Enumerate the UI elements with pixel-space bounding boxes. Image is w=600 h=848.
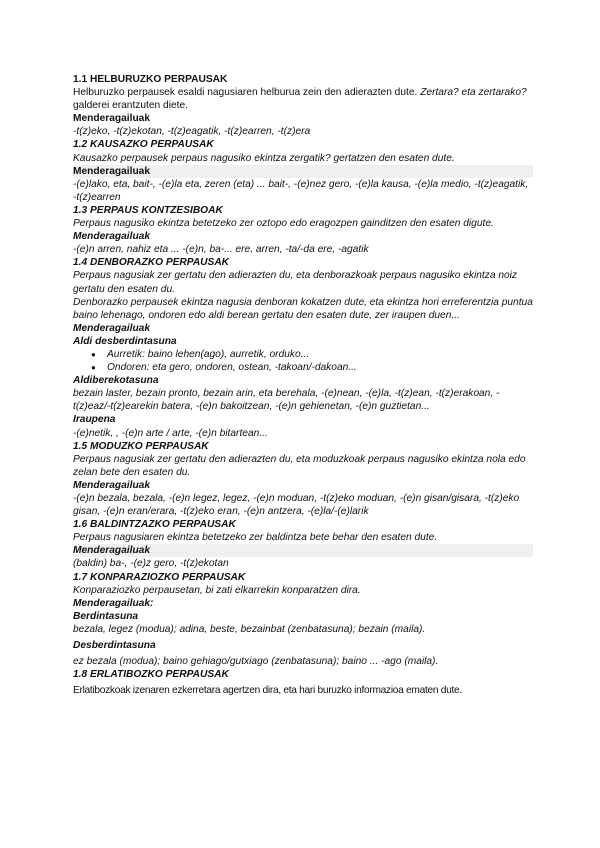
section-helburuzko (73, 73, 533, 138)
paragraph: Erlatibozkoak izenaren ezkerretara agertzen dira, eta hari buruzko informazioa ematen dute. (73, 685, 462, 697)
subheading: Menderagailuak (73, 544, 533, 557)
subheading: Aldi desberdintasuna (73, 335, 177, 347)
section-heading: 1.5 MODUZKO PERPAUSAK (73, 440, 209, 452)
section-kontzesiboak (73, 204, 533, 256)
section-kausazko (73, 138, 533, 203)
paragraph (73, 86, 533, 112)
subheading: Menderagailuak (73, 113, 150, 125)
paragraph: Perpaus nagusiaren ekintza betetzeko zer baldintza bete behar den esaten dute. (73, 532, 438, 544)
section-heading: 1.1 HELBURUZKO PERPAUSAK (73, 74, 228, 85)
section-erlatibozko (73, 668, 533, 697)
subheading: Menderagailuak (73, 231, 150, 243)
section-moduzko (73, 440, 533, 519)
section-konparaziozko (73, 571, 533, 669)
list-item: ● Ondoren: eta gero, ondoren, ostean, -takoan/-dakoan... (107, 361, 533, 374)
paragraph: Kausazko perpausek perpaus nagusiko ekintza zergatik? gertatzen den esaten dute. (73, 152, 455, 164)
subheading: Menderagailuak (73, 322, 150, 334)
connector-list: ez bezala (modua); baino gehiago/gutxiago (zenbatasuna); baino ... -ago (maila). (73, 656, 439, 668)
section-heading: 1.3 PERPAUS KONTZESIBOAK (73, 204, 223, 216)
section-heading: 1.2 KAUSAZKO PERPAUSAK (73, 139, 214, 151)
paragraph-text: galderei erantzuten diete. (73, 100, 188, 112)
section-baldintzazko (73, 518, 533, 570)
connector-list: -(e)lako, eta, bait-, -(e)la eta, zeren (eta) ... bait-, -(e)nez gero, -(e)la kausa, -(e)la medio, -t(z)eagatik, -t(z)earren (73, 178, 529, 203)
subheading: Aldiberekotasuna (73, 375, 159, 387)
connector-list: -(e)n arren, nahiz eta ... -(e)n, ba-... ere, arren, -ta/-da ere, -agatik (73, 244, 369, 256)
document-body (73, 73, 533, 697)
paragraph-italic: Zertara? eta zertarako? (417, 87, 527, 99)
connector-list: -(e)n bezala, bezala, -(e)n legez, legez, -(e)n moduan, -t(z)eko moduan, -(e)n gisan/gisara, -t(z)eko gisan, -(e)n eran/erara, -t(z)eko eran, -(e)n antzera, -(e)la/-(e)larik (73, 493, 520, 518)
paragraph: Perpaus nagusiko ekintza betetzeko zer oztopo edo eragozpen gainditzen den esaten digute. (73, 218, 494, 230)
connector-list: -(e)netik, , -(e)n arte / arte, -(e)n bitartean... (73, 427, 268, 439)
paragraph: Perpaus nagusiak zer gertatu den adierazten du, eta denborazkoak perpaus nagusiko ekintza noiz gertatu den esaten du. (73, 270, 518, 295)
bullet-list (73, 348, 533, 374)
paragraph: Konparaziozko perpausetan, bi zati elkarrekin konparatzen dira. (73, 584, 361, 596)
section-heading: 1.8 ERLATIBOZKO PERPAUSAK (73, 669, 229, 681)
subheading: Menderagailuak (73, 479, 150, 491)
connector-list: -t(z)eko, -t(z)ekotan, -t(z)eagatik, -t(z)earren, -t(z)era (73, 126, 311, 138)
subheading: Desberdintasuna (73, 640, 156, 652)
section-heading: 1.7 KONPARAZIOZKO PERPAUSAK (73, 571, 246, 583)
connector-list: (baldin) ba-, -(e)z gero, -t(z)ekotan (73, 558, 229, 570)
section-heading: 1.4 DENBORAZKO PERPAUSAK (73, 257, 230, 269)
section-denborazko (73, 256, 533, 439)
subheading: Menderagailuak: (73, 597, 154, 609)
connector-list: bezain laster, bezain pronto, bezain arin, eta berehala, -(e)nean, -(e)la, -t(z)ean, -t(z)erakoan, -t(z)eaz/-t(z)earekin batera, -(e)n bakoitzean, -(e)n gehienetan, -(e)n guztietan... (73, 388, 500, 413)
paragraph: Perpaus nagusiak zer gertatu den adierazten du, eta moduzkoak perpaus nagusiko ekintza nola edo zelan bete den esaten du. (73, 453, 526, 478)
subheading: Berdintasuna (73, 610, 139, 622)
list-item: ● Aurretik: baino lehen(ago), aurretik, orduko... (107, 348, 533, 361)
subheading: Menderagailuak (73, 165, 533, 178)
paragraph-text: Helburuzko perpausek esaldi nagusiaren helburua zein den adierazten dute. (73, 87, 418, 99)
connector-list: bezala, legez (modua); adina, beste, bezainbat (zenbatasuna); bezain (maila). (73, 623, 426, 635)
paragraph: Denborazko perpausek ekintza nagusia denboran kokatzen dute, eta ekintza hori erreferentzia puntua baino lehenago, ondoren edo aldi berean gertatu den esaten dute, zer iraupen duen... (73, 296, 533, 321)
subheading: Iraupena (73, 414, 116, 426)
section-heading: 1.6 BALDINTZAZKO PERPAUSAK (73, 519, 236, 531)
